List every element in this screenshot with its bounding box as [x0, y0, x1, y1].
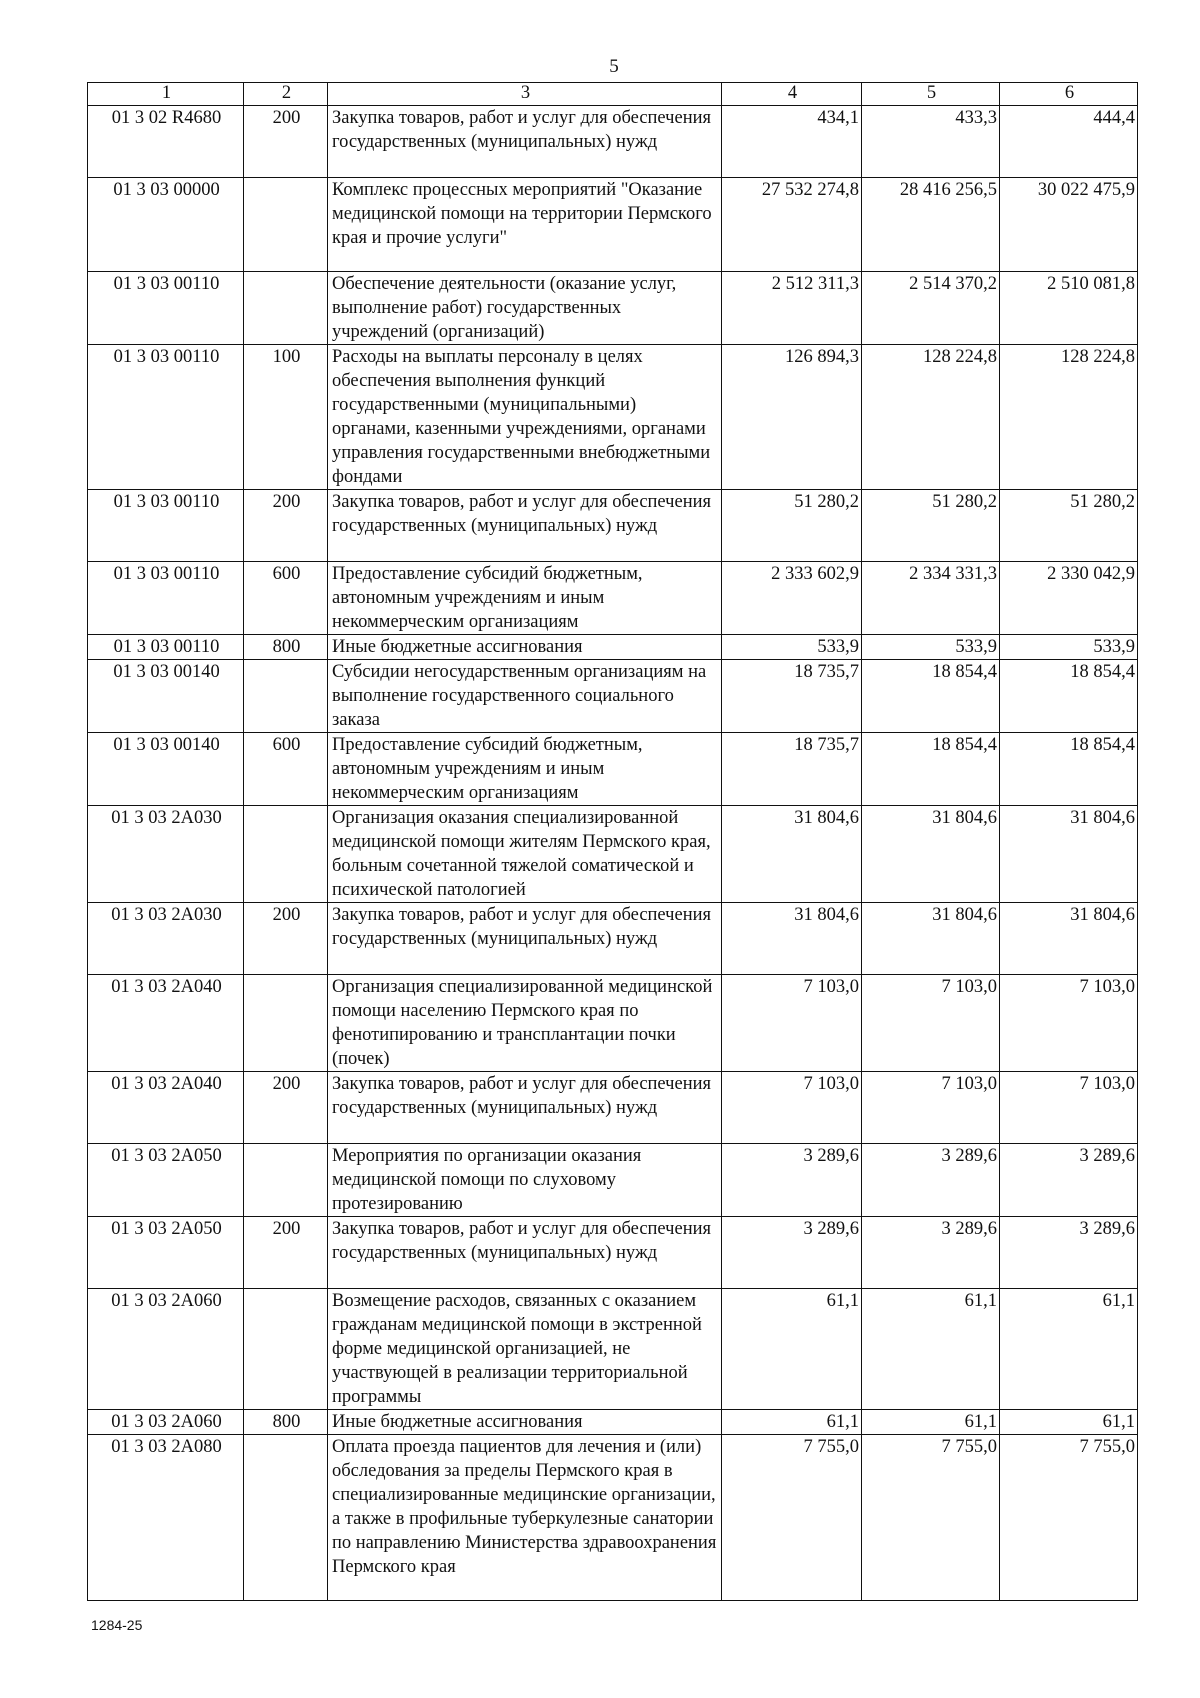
table-row — [88, 345, 1138, 490]
amount-col6-cell: 7 103,0 — [1000, 975, 1138, 1072]
amount-col6-cell: 444,4 — [1000, 106, 1138, 178]
header-row — [88, 83, 1138, 106]
table-row — [88, 806, 1138, 903]
amount-col4-cell: 7 755,0 — [722, 1435, 862, 1601]
amount-col5-cell: 31 804,6 — [862, 806, 1000, 903]
item-name-cell: Комплекс процессных мероприятий "Оказание медицинской помощи на территории Пермского края и прочие услуги" — [328, 178, 722, 272]
amount-col4-cell: 18 735,7 — [722, 733, 862, 806]
header-cell-2: 2 — [244, 83, 328, 106]
target-code-cell: 01 3 02 R4680 — [88, 106, 244, 178]
amount-col5-cell: 18 854,4 — [862, 660, 1000, 733]
amount-col5-cell: 7 755,0 — [862, 1435, 1000, 1601]
amount-col4-cell: 533,9 — [722, 635, 862, 660]
amount-col6-cell: 31 804,6 — [1000, 903, 1138, 975]
amount-col4-cell: 126 894,3 — [722, 345, 862, 490]
expense-type-cell — [244, 178, 328, 272]
amount-col4-cell: 3 289,6 — [722, 1144, 862, 1217]
amount-col4-cell: 31 804,6 — [722, 806, 862, 903]
amount-col4-cell: 7 103,0 — [722, 975, 862, 1072]
table-row — [88, 660, 1138, 733]
expense-type-cell: 200 — [244, 1072, 328, 1144]
amount-col4-cell: 2 512 311,3 — [722, 272, 862, 345]
target-code-cell: 01 3 03 00110 — [88, 272, 244, 345]
amount-col4-cell: 18 735,7 — [722, 660, 862, 733]
item-name-cell: Расходы на выплаты персоналу в целях обеспечения выполнения функций государственными (муниципальными) органами, казенными учреждениями, органами управления государственными внебюджетными фондами — [328, 345, 722, 490]
amount-col5-cell: 433,3 — [862, 106, 1000, 178]
table-row — [88, 635, 1138, 660]
item-name-cell: Закупка товаров, работ и услуг для обеспечения государственных (муниципальных) нужд — [328, 903, 722, 975]
amount-col6-cell: 3 289,6 — [1000, 1144, 1138, 1217]
amount-col6-cell: 128 224,8 — [1000, 345, 1138, 490]
target-code-cell: 01 3 03 2А050 — [88, 1144, 244, 1217]
amount-col4-cell: 61,1 — [722, 1410, 862, 1435]
item-name-cell: Возмещение расходов, связанных с оказанием гражданам медицинской помощи в экстренной форме медицинской организацией, не участвующей в реализации территориальной программы — [328, 1289, 722, 1410]
amount-col5-cell: 31 804,6 — [862, 903, 1000, 975]
amount-col5-cell: 128 224,8 — [862, 345, 1000, 490]
amount-col5-cell: 533,9 — [862, 635, 1000, 660]
expense-type-cell — [244, 806, 328, 903]
item-name-cell: Иные бюджетные ассигнования — [328, 635, 722, 660]
table-row — [88, 975, 1138, 1072]
expense-type-cell: 200 — [244, 490, 328, 562]
amount-col6-cell: 18 854,4 — [1000, 660, 1138, 733]
target-code-cell: 01 3 03 2А060 — [88, 1289, 244, 1410]
amount-col5-cell: 28 416 256,5 — [862, 178, 1000, 272]
expense-type-cell — [244, 1289, 328, 1410]
amount-col6-cell: 7 755,0 — [1000, 1435, 1138, 1601]
item-name-cell: Предоставление субсидий бюджетным, автономным учреждениям и иным некоммерческим организациям — [328, 562, 722, 635]
expense-type-cell: 200 — [244, 106, 328, 178]
target-code-cell: 01 3 03 00000 — [88, 178, 244, 272]
expense-type-cell: 600 — [244, 562, 328, 635]
item-name-cell: Обеспечение деятельности (оказание услуг, выполнение работ) государственных учреждений (организаций) — [328, 272, 722, 345]
amount-col5-cell: 3 289,6 — [862, 1144, 1000, 1217]
amount-col6-cell: 30 022 475,9 — [1000, 178, 1138, 272]
target-code-cell: 01 3 03 2А050 — [88, 1217, 244, 1289]
table-row — [88, 562, 1138, 635]
amount-col4-cell: 3 289,6 — [722, 1217, 862, 1289]
table-row — [88, 106, 1138, 178]
amount-col6-cell: 18 854,4 — [1000, 733, 1138, 806]
amount-col4-cell: 31 804,6 — [722, 903, 862, 975]
expense-type-cell: 600 — [244, 733, 328, 806]
expense-type-cell — [244, 1435, 328, 1601]
expense-type-cell: 800 — [244, 635, 328, 660]
document-reference: 1284-25 — [91, 1617, 143, 1633]
target-code-cell: 01 3 03 2А040 — [88, 975, 244, 1072]
amount-col4-cell: 434,1 — [722, 106, 862, 178]
amount-col6-cell: 2 330 042,9 — [1000, 562, 1138, 635]
target-code-cell: 01 3 03 2А040 — [88, 1072, 244, 1144]
item-name-cell: Закупка товаров, работ и услуг для обеспечения государственных (муниципальных) нужд — [328, 106, 722, 178]
item-name-cell: Закупка товаров, работ и услуг для обеспечения государственных (муниципальных) нужд — [328, 1072, 722, 1144]
table-row — [88, 1072, 1138, 1144]
expense-type-cell: 200 — [244, 903, 328, 975]
table-row — [88, 903, 1138, 975]
table-row — [88, 733, 1138, 806]
table-row — [88, 272, 1138, 345]
target-code-cell: 01 3 03 00110 — [88, 490, 244, 562]
amount-col6-cell: 61,1 — [1000, 1289, 1138, 1410]
header-cell-4: 4 — [722, 83, 862, 106]
item-name-cell: Мероприятия по организации оказания медицинской помощи по слуховому протезированию — [328, 1144, 722, 1217]
amount-col5-cell: 61,1 — [862, 1289, 1000, 1410]
amount-col6-cell: 533,9 — [1000, 635, 1138, 660]
header-cell-5: 5 — [862, 83, 1000, 106]
expense-type-cell — [244, 660, 328, 733]
target-code-cell: 01 3 03 2А030 — [88, 903, 244, 975]
table-row — [88, 178, 1138, 272]
target-code-cell: 01 3 03 2А060 — [88, 1410, 244, 1435]
amount-col6-cell: 3 289,6 — [1000, 1217, 1138, 1289]
item-name-cell: Иные бюджетные ассигнования — [328, 1410, 722, 1435]
item-name-cell: Закупка товаров, работ и услуг для обеспечения государственных (муниципальных) нужд — [328, 490, 722, 562]
item-name-cell: Оплата проезда пациентов для лечения и (или) обследования за пределы Пермского края в специализированные медицинские организации, а также в профильные туберкулезные санатории по направлению Министерства здравоохранения Пермского края — [328, 1435, 722, 1601]
amount-col6-cell: 51 280,2 — [1000, 490, 1138, 562]
amount-col6-cell: 61,1 — [1000, 1410, 1138, 1435]
table-row — [88, 1217, 1138, 1289]
table-row — [88, 490, 1138, 562]
table-row — [88, 1410, 1138, 1435]
header-cell-1: 1 — [88, 83, 244, 106]
amount-col5-cell: 51 280,2 — [862, 490, 1000, 562]
page-number: 5 — [609, 56, 619, 77]
amount-col4-cell: 7 103,0 — [722, 1072, 862, 1144]
item-name-cell: Организация специализированной медицинской помощи населению Пермского края по фенотипированию и трансплантации почки (почек) — [328, 975, 722, 1072]
expense-type-cell — [244, 272, 328, 345]
amount-col5-cell: 3 289,6 — [862, 1217, 1000, 1289]
item-name-cell: Закупка товаров, работ и услуг для обеспечения государственных (муниципальных) нужд — [328, 1217, 722, 1289]
target-code-cell: 01 3 03 00140 — [88, 733, 244, 806]
item-name-cell: Предоставление субсидий бюджетным, автономным учреждениям и иным некоммерческим организациям — [328, 733, 722, 806]
expense-type-cell: 100 — [244, 345, 328, 490]
budget-table — [87, 82, 1138, 1601]
target-code-cell: 01 3 03 2А030 — [88, 806, 244, 903]
target-code-cell: 01 3 03 00110 — [88, 635, 244, 660]
table-row — [88, 1144, 1138, 1217]
expense-type-cell: 200 — [244, 1217, 328, 1289]
table-row — [88, 1289, 1138, 1410]
expense-type-cell — [244, 1144, 328, 1217]
expense-type-cell: 800 — [244, 1410, 328, 1435]
table-row — [88, 1435, 1138, 1601]
header-cell-6: 6 — [1000, 83, 1138, 106]
amount-col5-cell: 7 103,0 — [862, 975, 1000, 1072]
target-code-cell: 01 3 03 00140 — [88, 660, 244, 733]
amount-col5-cell: 2 514 370,2 — [862, 272, 1000, 345]
target-code-cell: 01 3 03 2А080 — [88, 1435, 244, 1601]
amount-col4-cell: 27 532 274,8 — [722, 178, 862, 272]
amount-col6-cell: 2 510 081,8 — [1000, 272, 1138, 345]
amount-col5-cell: 61,1 — [862, 1410, 1000, 1435]
item-name-cell: Субсидии негосударственным организациям на выполнение государственного социального заказа — [328, 660, 722, 733]
amount-col4-cell: 61,1 — [722, 1289, 862, 1410]
amount-col5-cell: 7 103,0 — [862, 1072, 1000, 1144]
header-cell-3: 3 — [328, 83, 722, 106]
expense-type-cell — [244, 975, 328, 1072]
amount-col5-cell: 2 334 331,3 — [862, 562, 1000, 635]
amount-col4-cell: 51 280,2 — [722, 490, 862, 562]
amount-col4-cell: 2 333 602,9 — [722, 562, 862, 635]
target-code-cell: 01 3 03 00110 — [88, 345, 244, 490]
target-code-cell: 01 3 03 00110 — [88, 562, 244, 635]
amount-col6-cell: 31 804,6 — [1000, 806, 1138, 903]
item-name-cell: Организация оказания специализированной медицинской помощи жителям Пермского края, больным сочетанной тяжелой соматической и психической патологией — [328, 806, 722, 903]
amount-col5-cell: 18 854,4 — [862, 733, 1000, 806]
amount-col6-cell: 7 103,0 — [1000, 1072, 1138, 1144]
